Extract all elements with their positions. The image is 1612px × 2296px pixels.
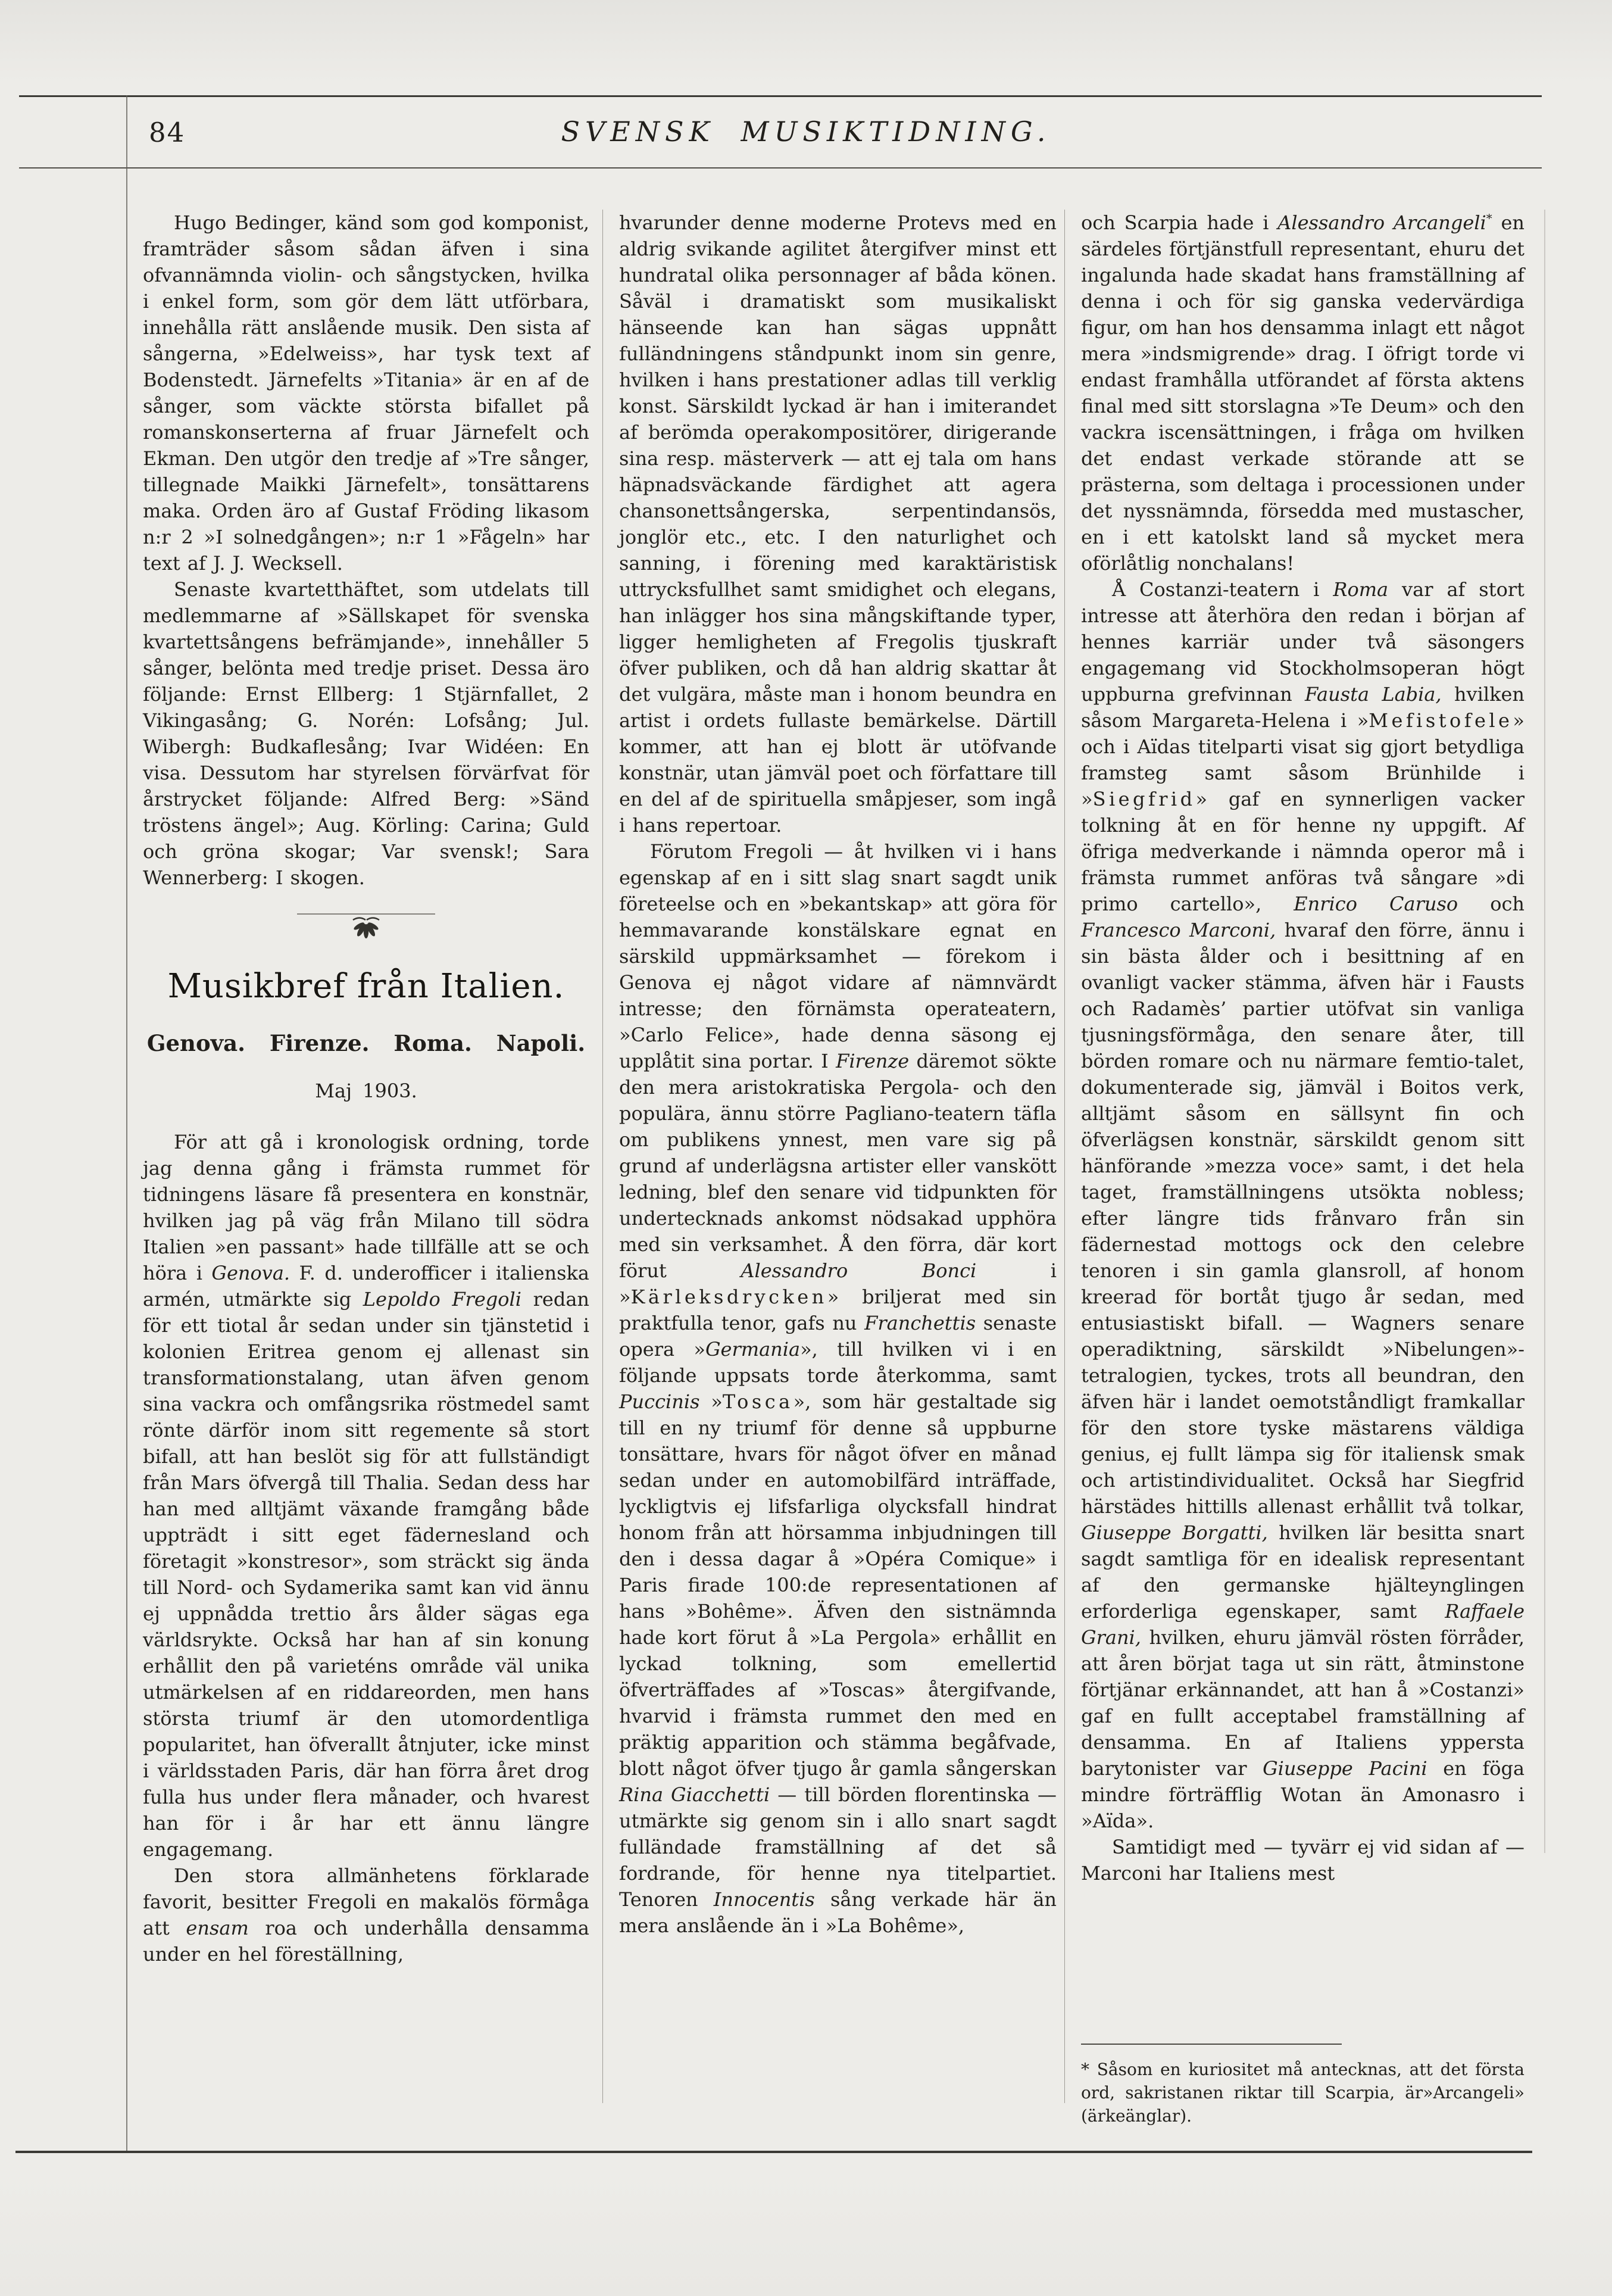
article-date: Maj 1903. bbox=[315, 1080, 417, 1102]
journal-title: SVENSK MUSIKTIDNING. bbox=[561, 116, 1051, 148]
top-rule bbox=[19, 95, 1542, 97]
article-subheading: Genova. Firenze. Roma. Napoli. bbox=[146, 1030, 586, 1056]
paragraph: Hugo Bedinger, känd som god komponist, framträder såsom sådan äfven i sina ofvannämnda violin- och sångstycken, hvilka i enkel form, som gör dem lätt utförbara, innehålla rätt anslående musik. Den sista af sångerna, »Edelweiss», har tysk text af Bodenstedt. Järnefelts »Titania» är en af de sånger, som väckte största bifallet på romanskonserterna af fruar Järnefelt och Ekman. Den utgör den tredje af »Tre sånger, tillegnade Maikki Järnefelt», tonsättarens maka. Orden äro af Gustaf Fröding likasom n:r 2 »I solnedgången»; n:r 1 »Fågeln» har text af J. J. Wecksell. bbox=[143, 211, 589, 575]
section-divider bbox=[143, 906, 589, 950]
paragraph: Den stora allmänhetens förklarade favorit, besitter Fregoli en makalös förmåga att ensam roa och underhålla densamma under en hel föreställning, bbox=[143, 1864, 590, 1966]
column-1 bbox=[143, 210, 589, 1967]
footnote-separator bbox=[1081, 2044, 1342, 2045]
paragraph: Å Costanzi-teatern i Roma var af stort intresse att återhöra den redan i början af hennes karriär under två säsongers engagemang vid Stockholmsoperan högt uppburna grefvinnan Fausta Labia, hvilken såsom Margareta-Helena i »Mefistofele» och i Aïdas titelparti visat sig gjort betydliga framsteg samt såsom Brünhilde i »Siegfrid» gaf en synnerligen vacker tolkning åt en för henne ny uppgift. Af öfriga medverkande i nämnda operor må i främsta rummet anföras två sångare »di primo cartello», Enrico Caruso och Francesco Marconi, hvaraf den förre, ännu i sin bästa ålder och i besittning af en ovanligt vacker stämma, äfven här i Fausts och Radamès’ partier utöfvat sin vanliga tjusningsförmåga, den senare åter, till börden romare och nu närmare femtio-talet, dokumenterade sig, jämväl i Boitos verk, alltjämt såsom en sällsynt fin och öfverlägsen konstnär, särskildt genom sitt hänförande »mezza voce» samt, i det hela taget, framställningens utsökta nobless; efter längre tids frånvaro från sin fädernestad mottogs ock den celebre tenoren i sin gamla glansroll, af honom kreerad för bortåt tjugo år sedan, med entusiastiskt bifall. — Wagners senare operadiktning, särskildt »Nibelungen»-tetralogien, tyckes, trots all beundran, den äfven här i landet oemotståndligt framkallar för den store tyske mästarens väldiga genius, ej fullt lämpa sig för italiensk smak och artistindividualitet. Också har Siegfrid härstädes hittills allenast erhållit två tolkar, Giuseppe Borgatti, hvilken lär besitta snart sagdt samtliga för en idealisk representant af den germanske hjälteynglingen erforderliga egenskaper, samt Raffaele Grani, hvilken, ehuru jämväl rösten förråder, att åren börjat taga ut sin rätt, åtminstone förtjänar erkännandet, att han å »Costanzi» gaf en fullt acceptabel framställning af densamma. En af Italiens yppersta barytonister var Giuseppe Pacini en föga mindre förträfflig Wotan än Amonasro i »Aïda». bbox=[1081, 578, 1525, 1832]
paragraph: Samtidigt med — tyvärr ej vid sidan af — Marconi har Italiens mest bbox=[1081, 1836, 1524, 1885]
column-2 bbox=[619, 210, 1057, 1939]
article-heading: Musikbref från Italien. bbox=[167, 967, 565, 1006]
fleuron-ornament-icon bbox=[348, 916, 384, 943]
column-3 bbox=[1081, 210, 1524, 1886]
paragraph: och Scarpia hade i Alessandro Arcangeli* en särdeles förtjänstfull representant, ehuru det ingalunda hade skadat hans framställning af denna i och för sig ganska vedervärdiga figur, om han hos densamma inlagt ett något mera »indsmigrende» drag. I öfrigt torde vi endast framhålla utförandet af första aktens final med sitt storslagna »Te Deum» och den vackra iscensättningen, i fråga om hvilken det endast verkade störande att se prästerna, som deltaga i processionen under det nyssnämnda, försedda med mustascher, en i ett katolskt land så mycket mera oförlåtlig nonchalans! bbox=[1081, 211, 1525, 575]
paragraph: Senaste kvartetthäftet, som utdelats till medlemmarne af »Sällskapet för svenska kvartettsångens befrämjande», innehåller 5 sånger, belönta med tredje priset. Dessa äro följande: Ernst Ellberg: 1 Stjärnfallet, 2 Vikingasång; G. Norén: Lofsång; Jul. Wibergh: Budkaflesång; Ivar Widéen: En visa. Dessutom har styrelsen förvärfvat för årstrycket följande: Alfred Berg: »Sänd tröstens ängel»; Aug. Körling: Carina; Guld och gröna skogar; Var svensk!; Sara Wennerberg: I skogen. bbox=[143, 578, 589, 889]
footnote-area bbox=[1081, 2044, 1524, 2127]
page-number: 84 bbox=[149, 117, 186, 148]
header-rule bbox=[19, 167, 1542, 169]
divider-line bbox=[297, 913, 435, 915]
paragraph: För att gå i kronologisk ordning, torde jag denna gång i främsta rummet för tidningens läsare få presentera en konstnär, hvilken jag på väg från Milano till södra Italien »en passant» hade tillfälle att se och höra i Genova. F. d. underofficer i italienska armén, utmärkte sig Lepoldo Fregoli redan för ett tiotal år sedan under sin tjänstetid i kolonien Eritrea genom ej allenast sin transformationstalang, utan äfven genom sina vackra och omfångsrika röstmedel samt rönte därför inom sitt regemente så stort bifall, att han beslöt sig för att fullständigt från Mars öfvergå till Thalia. Sedan dess har han med alltjämt växande framgång både uppträdt i sitt eget fädernesland och företagit »konstresor», som sträckt sig ända till Nord- och Sydamerika samt kan vid ännu ej uppnådda trettio års ålder sägas ega världsrykte. Också har han af sin konung erhållit den på varieténs område väl unika utmärkelsen af en riddareorden, men hans största triumf är den utomordentliga popularitet, han öfverallt åtnjuter, icke minst i världsstaden Paris, där han förra året drog fulla hus under flera månader, och hvarest han för i år har ett ännu längre engagemang. bbox=[143, 1131, 590, 1861]
right-border-line bbox=[1544, 210, 1545, 1853]
footnote-text: * Såsom en kuriositet må antecknas, att det första ord, sakristanen riktar till Scarpia, är»Arcangeli» (ärkeänglar). bbox=[1081, 2060, 1524, 2126]
column-separator-2 bbox=[1064, 210, 1065, 2103]
left-border-line bbox=[126, 95, 127, 2153]
bottom-rule bbox=[15, 2151, 1532, 2153]
paragraph: hvarunder denne moderne Protevs med en aldrig svikande agilitet återgifver minst ett hundratal olika personnager af båda könen. Såväl i dramatiskt som musikaliskt hänseende kan han sägas uppnått fulländningens ståndpunkt inom sin genre, hvilken i hans prestationer adlas till verklig konst. Särskildt lyckad är han i imiterandet af berömda operakompositörer, dirigerande sina resp. mästerverk — att ej tala om hans häpnadsväckande färdighet att agera chansonettsångerska, serpentindansös, jonglör etc., etc. I den naturlighet och sanning, i förening med karaktäristisk uttrycksfullhet samt smidighet och elegans, han inlägger hos sina mångskiftande typer, ligger hemligheten af Fregolis tjuskraft öfver publiken, och då han aldrig skattar åt det vulgära, måste man i honom beundra en artist i ordets fullaste bemärkelse. Därtill kommer, att han ej blott är utöfvande konstnär, utan jämväl poet och författare till en del af de spirituella småpjeser, som ingå i hans repertoar. bbox=[619, 211, 1057, 837]
column-separator-1 bbox=[602, 210, 603, 2103]
paragraph: Förutom Fregoli — åt hvilken vi i hans egenskap af en i sitt slag snart sagdt unik företeelse och en »bekantskap» att göra för hemmavarande konstälskare egnat en särskild uppmärksamhet — förekom i Genova ej något vidare af nämnvärdt intresse; den förnämsta operateatern, »Carlo Felice», hade denna säsong ej upplåtit sina portar. I Firenze däremot sökte den mera aristokratiska Pergola- och den populära, ännu större Pagliano-teatern täfla om publikens ynnest, men vare sig på grund af underlägsna artister eller vanskött ledning, blef den senare vid tidpunkten för undertecknads ankomst nödsakad upphöra med sin verksamhet. Å den förra, där kort förut Alessandro Bonci i »Kärleksdrycken» briljerat med sin praktfulla tenor, gafs nu Franchettis senaste opera »Germania», till hvilken vi i en följande uppsats torde återkomma, samt Puccinis »Tosca», som här gestaltade sig till en ny triumf för denne så uppburne tonsättare, hvars för något öfver en månad sedan under en automobilfärd inträffade, lyckligtvis ej lifsfarliga olycksfall hindrat honom från att hörsamma inbjudningen till den i dessa dagar å »Opéra Comique» i Paris firade 100:de representationen af hans »Bohême». Äfven den sistnämnda hade kort förut å »La Pergola» erhållit en lyckad tolkning, som emellertid öfverträffades af »Toscas» återgifvande, hvarvid i främsta rummet den med en präktig apparition och stämma begåfvade, blott något öfver tjugo år gamla sångerskan Rina Giacchetti — till börden florentinska — utmärkte sig genom sin i allo snart sagdt fulländade framställning af det så fordrande, för henne nya titelpartiet. Tenoren Innocentis sång verkade här än mera anslående än i »La Bohême», bbox=[619, 840, 1057, 1937]
